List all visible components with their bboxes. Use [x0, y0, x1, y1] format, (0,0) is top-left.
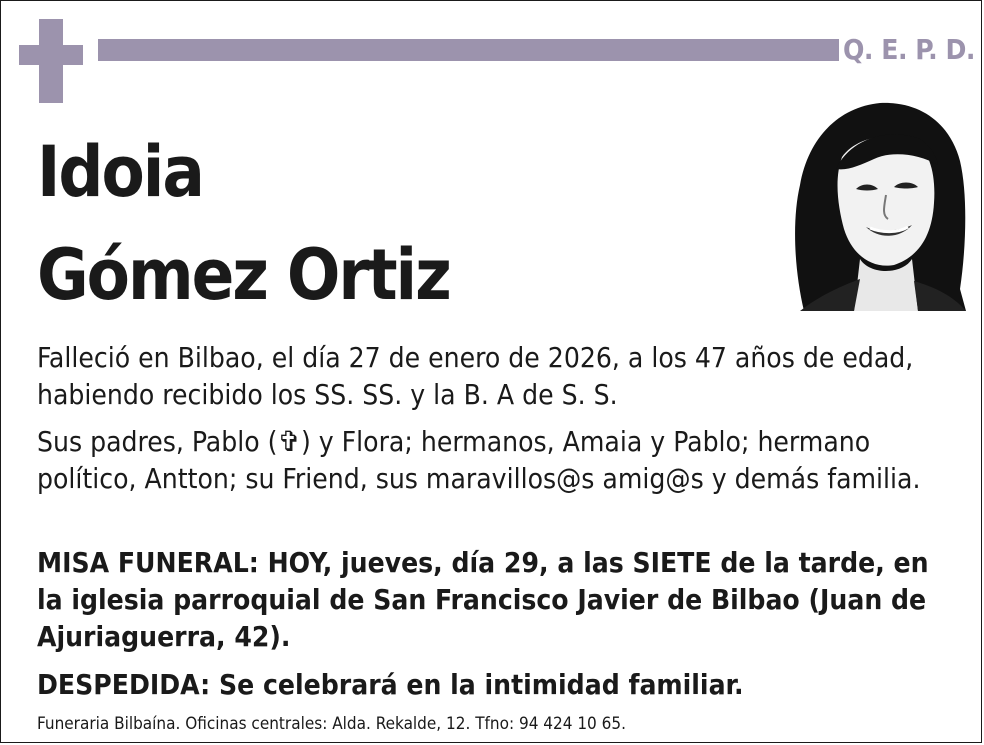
family-text — [37, 423, 957, 497]
deceased-last-name: Gómez Ortiz — [37, 234, 450, 316]
funeral-mass-text: MISA FUNERAL: HOY, jueves, día 29, a las SIETE de la tarde, en la iglesia parroquial de San Francisco Javier de Bilbao (Juan de Ajuriaguerra, 42). — [37, 546, 929, 653]
farewell-text: DESPEDIDA: Se celebrará en la intimidad familiar. — [37, 668, 744, 701]
death-notice-text: Falleció en Bilbao, el día 27 de enero de 2026, a los 47 años de edad, habiendo recibido los SS. SS. y la B. A de S. S. — [37, 341, 914, 411]
portrait-photo — [790, 99, 968, 311]
header-rule — [98, 39, 839, 61]
funeral-home-footer: Funeraria Bilbaína. Oficinas centrales: Alda. Rekalde, 12. Tfno: 94 424 10 65. — [37, 714, 626, 734]
family-text-end: ) y Flora; hermanos, Amaia y Pablo; hermano político, Antton; su Friend, sus maravillos@s amig@s y demás familia. — [37, 425, 921, 495]
cross-icon-bar — [19, 45, 83, 65]
latin-cross-icon: ✞ — [277, 425, 301, 458]
deceased-first-name: Idoia — [37, 131, 203, 213]
qepd-label: Q. E. P. D. — [843, 33, 975, 66]
family-text-start: Sus padres, Pablo ( — [37, 425, 278, 458]
